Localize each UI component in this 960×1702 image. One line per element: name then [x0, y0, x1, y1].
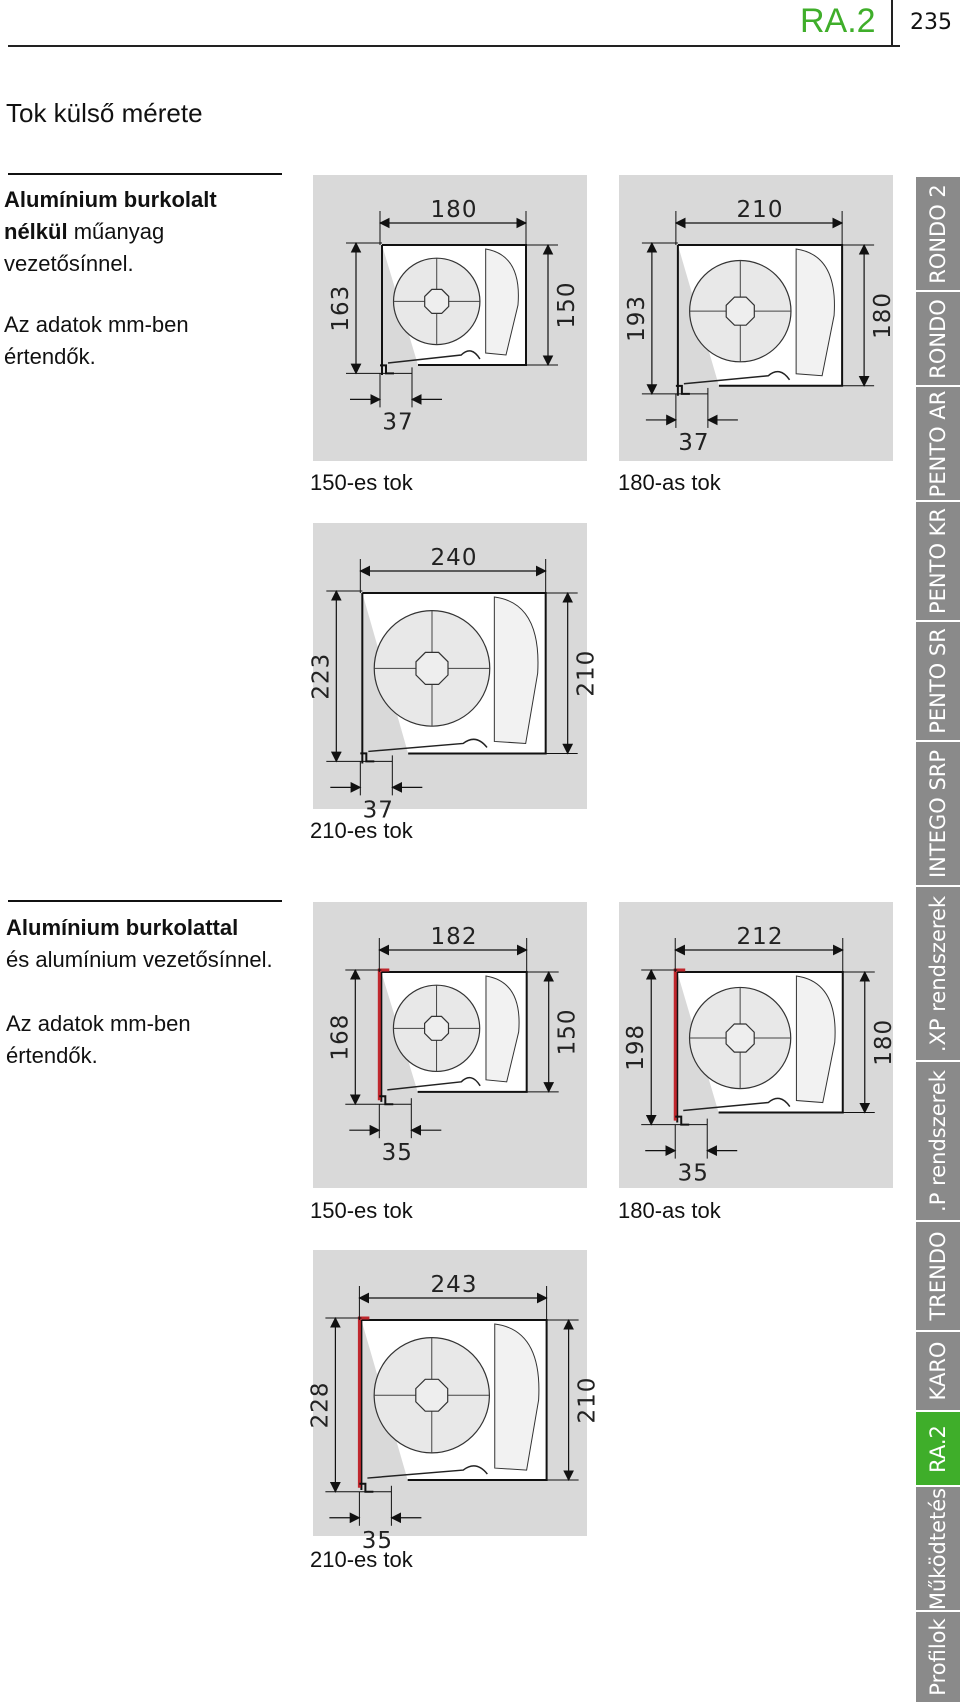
- section-2-description: [6, 912, 306, 976]
- left-dimension-value: 228: [307, 1381, 334, 1429]
- section-2-rule: [8, 900, 282, 902]
- sidebar-item-pento-sr[interactable]: [916, 620, 960, 740]
- sidebar-item-ra2[interactable]: [916, 1410, 960, 1485]
- right-dimension-value: 180: [870, 291, 897, 339]
- roller-octagon: [425, 289, 449, 313]
- sidebar-item-karo[interactable]: [916, 1330, 960, 1410]
- roller-octagon: [726, 1024, 754, 1052]
- section-1-description: [4, 184, 274, 280]
- sidebar-item-label: PENTO AR: [926, 390, 950, 497]
- sidebar-item-label: .P rendszerek: [926, 1070, 950, 1212]
- page-number: 235: [910, 10, 952, 35]
- section-2-heading-rest: és alumínium vezetősínnel.: [6, 947, 273, 972]
- caption-150-aluminium: 150-es tok: [310, 1198, 413, 1223]
- sidebar-item-label: Profilok: [926, 1618, 950, 1696]
- diagram-150-aluminium: [313, 902, 587, 1188]
- diagram-210-aluminium: [307, 1250, 601, 1554]
- left-dimension-value: 198: [623, 1023, 650, 1071]
- sidebar-item-rondo[interactable]: [916, 290, 960, 385]
- sidebar-item-p-rendszerek[interactable]: [916, 1060, 960, 1220]
- top-dimension-value: 240: [430, 545, 478, 571]
- sidebar-item-label: Működtetés: [926, 1487, 950, 1610]
- section-1-heading-rest: műanyag vezetősínnel.: [4, 219, 165, 276]
- sidebar-item-pento-kr[interactable]: [916, 500, 960, 620]
- sidebar-item-label: RONDO 2: [926, 183, 950, 284]
- caption-210-plastic: 210-es tok: [310, 818, 413, 843]
- right-dimension-value: 210: [573, 649, 600, 697]
- left-dimension-value: 168: [327, 1013, 354, 1061]
- sidebar-item-label: PENTO SR: [926, 628, 950, 734]
- bottom-dimension-value: 37: [362, 797, 394, 824]
- sidebar-item-label: INTEGO SRP: [926, 749, 950, 878]
- top-dimension-value: 243: [430, 1272, 478, 1298]
- sidebar-item-mukodtetes[interactable]: [916, 1485, 960, 1610]
- sidebar-item-rondo-2[interactable]: [916, 175, 960, 290]
- top-dimension-value: 180: [430, 197, 478, 223]
- roller-octagon: [416, 652, 448, 684]
- bottom-dimension-value: 37: [678, 429, 710, 456]
- roller-octagon: [726, 297, 754, 325]
- page-title: Tok külső mérete: [6, 98, 203, 128]
- roller-octagon: [425, 1016, 449, 1040]
- section-1-rule: [8, 173, 282, 175]
- sidebar-item-trendo[interactable]: [916, 1220, 960, 1330]
- sidebar-item-label: .XP rendszerek: [926, 895, 950, 1052]
- caption-180-plastic: 180-as tok: [618, 470, 721, 495]
- bottom-dimension-value: 35: [381, 1140, 413, 1167]
- bottom-dimension-value: 37: [382, 409, 414, 436]
- bottom-dimension-value: 35: [677, 1160, 709, 1187]
- top-dimension-value: 210: [736, 197, 784, 223]
- diagram-150-plastic: [313, 175, 587, 461]
- header-separator: [891, 0, 893, 46]
- bottom-dimension-value: 35: [361, 1527, 394, 1554]
- sidebar-item-label: PENTO KR: [926, 507, 950, 615]
- right-dimension-value: 150: [554, 1008, 581, 1056]
- diagram-210-plastic: [308, 523, 600, 824]
- right-dimension-value: 210: [574, 1376, 601, 1424]
- header-rule: [8, 45, 900, 47]
- aluminium-cladding: [359, 1318, 369, 1488]
- sidebar-item-label: KARO: [926, 1341, 950, 1401]
- top-dimension-value: 212: [736, 924, 784, 950]
- right-dimension-value: 150: [554, 281, 580, 329]
- roller-octagon: [416, 1379, 448, 1411]
- section-1-note: Az adatok mm-ben értendők.: [4, 312, 189, 369]
- left-dimension-value: 193: [623, 295, 650, 342]
- right-dimension-value: 180: [870, 1018, 897, 1066]
- diagram-180-plastic: [619, 175, 897, 461]
- sidebar-item-label: RONDO: [926, 298, 950, 379]
- header-section-title: RA.2: [800, 2, 876, 40]
- sidebar-item-intego-srp[interactable]: [916, 740, 960, 885]
- top-dimension-value: 182: [430, 924, 478, 950]
- section-2-note: Az adatok mm-ben értendők.: [6, 1011, 191, 1068]
- section-sidebar: [916, 175, 960, 1702]
- caption-210-aluminium: 210-es tok: [310, 1547, 413, 1572]
- caption-180-aluminium: 180-as tok: [618, 1198, 721, 1223]
- section-2-heading-bold: Alumínium burkolattal: [6, 915, 239, 940]
- diagram-180-aluminium: [619, 902, 897, 1188]
- caption-150-plastic: 150-es tok: [310, 470, 413, 495]
- sidebar-item-xp-rendszerek[interactable]: [916, 885, 960, 1060]
- sidebar-item-pento-ar[interactable]: [916, 385, 960, 500]
- left-dimension-value: 223: [308, 652, 335, 700]
- sidebar-item-label: TRENDO: [926, 1231, 950, 1321]
- sidebar-item-profilok[interactable]: [916, 1610, 960, 1702]
- left-dimension-value: 163: [328, 284, 354, 332]
- sidebar-item-label: RA.2: [926, 1424, 950, 1473]
- section-1-heading-bold: Alumínium burkolalt nélkül: [4, 187, 217, 244]
